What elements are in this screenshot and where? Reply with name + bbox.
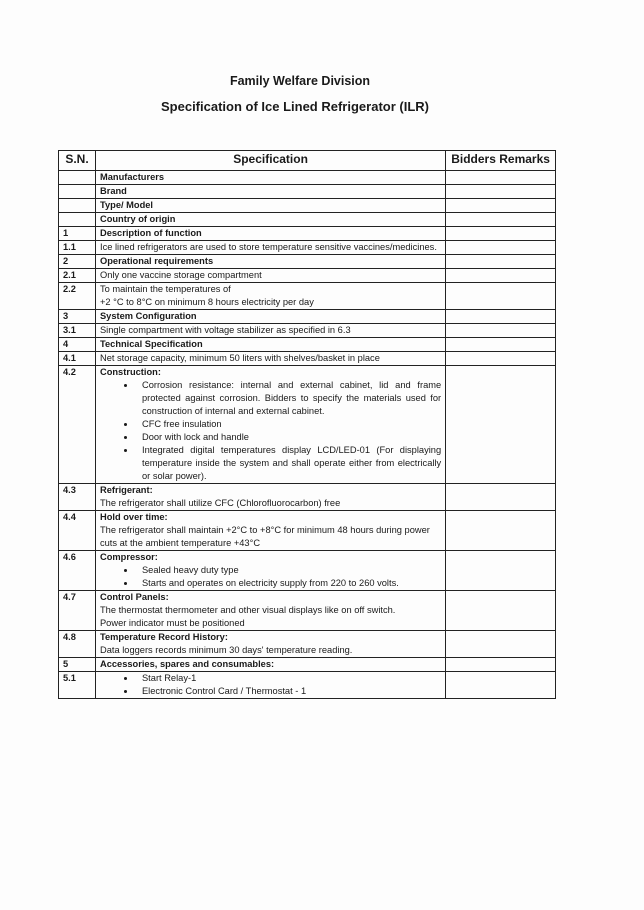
- table-row: [59, 213, 556, 227]
- bidders-remarks-cell[interactable]: [446, 672, 556, 699]
- bidders-remarks-cell[interactable]: [446, 658, 556, 672]
- bidders-remarks-cell[interactable]: [446, 283, 556, 310]
- spec-bullet-item: • Starts and operates on electricity supply from 220 to 260 volts.: [136, 577, 441, 590]
- spec-heading: Construction:: [99, 367, 161, 377]
- specification-table: [58, 150, 556, 699]
- bidders-remarks-cell[interactable]: [446, 338, 556, 352]
- specification-cell: [95, 199, 445, 213]
- spec-bullet-item: • CFC free insulation: [136, 418, 441, 431]
- specification-cell: [95, 591, 445, 631]
- spec-heading: Brand: [99, 186, 127, 196]
- spec-heading: Hold over time:: [99, 512, 168, 522]
- spec-text: The refrigerator shall maintain +2°C to +8°C for minimum 48 hours during power cuts at the ambient temperature +43°C: [99, 525, 430, 548]
- table-row: [59, 352, 556, 366]
- serial-number-cell: 3: [59, 310, 96, 324]
- bidders-remarks-cell[interactable]: [446, 185, 556, 199]
- serial-number-cell: [59, 171, 96, 185]
- spec-heading: Temperature Record History:: [99, 632, 228, 642]
- spec-bullet-item: • Sealed heavy duty type: [136, 564, 441, 577]
- spec-heading: Refrigerant:: [99, 485, 153, 495]
- spec-text: The refrigerator shall utilize CFC (Chlorofluorocarbon) free: [99, 498, 341, 508]
- specification-cell: [95, 551, 445, 591]
- specification-cell: [95, 241, 445, 255]
- spec-text: Only one vaccine storage compartment: [99, 270, 262, 280]
- bidders-remarks-cell[interactable]: [446, 631, 556, 658]
- serial-number-cell: 1: [59, 227, 96, 241]
- bidders-remarks-cell[interactable]: [446, 241, 556, 255]
- spec-bullet-item: • Door with lock and handle: [136, 431, 441, 444]
- bidders-remarks-cell[interactable]: [446, 213, 556, 227]
- serial-number-cell: 4.2: [59, 366, 96, 484]
- table-row: [59, 672, 556, 699]
- serial-number-cell: 2.1: [59, 269, 96, 283]
- spec-heading: Manufacturers: [99, 172, 165, 182]
- table-row: [59, 324, 556, 338]
- table-row: [59, 199, 556, 213]
- spec-text: Net storage capacity, minimum 50 liters with shelves/basket in place: [99, 353, 380, 363]
- bidders-remarks-cell[interactable]: [446, 366, 556, 484]
- table-row: [59, 241, 556, 255]
- spec-heading: Compressor:: [99, 552, 158, 562]
- serial-number-cell: 5.1: [59, 672, 96, 699]
- bidders-remarks-cell[interactable]: [446, 551, 556, 591]
- table-body: [59, 171, 556, 699]
- spec-line: To maintain the temperatures of: [99, 284, 231, 294]
- specification-cell: [95, 310, 445, 324]
- spec-heading: Description of function: [99, 228, 202, 238]
- serial-number-cell: 2: [59, 255, 96, 269]
- spec-bullet-item: • Electronic Control Card / Thermostat - 1: [136, 685, 441, 698]
- bidders-remarks-cell[interactable]: [446, 591, 556, 631]
- specification-cell: [95, 658, 445, 672]
- specification-cell: [95, 255, 445, 269]
- table-row: [59, 591, 556, 631]
- spec-heading: Type/ Model: [99, 200, 154, 210]
- specification-cell: [95, 631, 445, 658]
- bidders-remarks-cell[interactable]: [446, 324, 556, 338]
- bidders-remarks-cell[interactable]: [446, 484, 556, 511]
- table-row: [59, 658, 556, 672]
- bidders-remarks-cell[interactable]: [446, 352, 556, 366]
- spec-text: Data loggers records minimum 30 days' temperature reading.: [99, 645, 353, 655]
- table-row: [59, 310, 556, 324]
- serial-number-cell: 2.2: [59, 283, 96, 310]
- table-row: [59, 551, 556, 591]
- specification-cell: [95, 171, 445, 185]
- spec-text: Ice lined refrigerators are used to store temperature sensitive vaccines/medicines.: [99, 242, 437, 252]
- column-header-sn: S.N.: [59, 151, 96, 171]
- spec-heading: Operational requirements: [99, 256, 214, 266]
- table-row: [59, 631, 556, 658]
- spec-line: +2 °C to 8°C on minimum 8 hours electricity per day: [99, 297, 314, 307]
- column-header-specification: Specification: [95, 151, 445, 171]
- spec-bullet-item: • Integrated digital temperatures display LCD/LED-01 (For displaying temperature inside the system and shall operate either from electrically or solar power).: [136, 444, 441, 483]
- specification-cell: [95, 269, 445, 283]
- specification-cell: [95, 366, 445, 484]
- table-row: [59, 338, 556, 352]
- serial-number-cell: [59, 185, 96, 199]
- serial-number-cell: 3.1: [59, 324, 96, 338]
- serial-number-cell: [59, 199, 96, 213]
- specification-cell: [95, 283, 445, 310]
- spec-heading: Country of origin: [99, 214, 176, 224]
- specification-cell: [95, 352, 445, 366]
- spec-bullet-item: • Start Relay-1: [136, 672, 441, 685]
- spec-text: Single compartment with voltage stabilizer as specified in 6.3: [99, 325, 351, 335]
- spec-heading: System Configuration: [99, 311, 197, 321]
- bidders-remarks-cell[interactable]: [446, 310, 556, 324]
- bidders-remarks-cell[interactable]: [446, 199, 556, 213]
- table-row: [59, 185, 556, 199]
- specification-cell: [95, 213, 445, 227]
- spec-heading: Accessories, spares and consumables:: [99, 659, 275, 669]
- spec-line: Power indicator must be positioned: [99, 618, 245, 628]
- serial-number-cell: 4.4: [59, 511, 96, 551]
- table-row: [59, 255, 556, 269]
- table-row: [59, 171, 556, 185]
- document-title: Specification of Ice Lined Refrigerator (ILR): [161, 99, 429, 114]
- serial-number-cell: 1.1: [59, 241, 96, 255]
- spec-bullet-list: [100, 564, 441, 590]
- specification-cell: [95, 511, 445, 551]
- table-row: [59, 511, 556, 551]
- specification-cell: [95, 338, 445, 352]
- spec-heading: Control Panels:: [99, 592, 169, 602]
- serial-number-cell: 4.8: [59, 631, 96, 658]
- spec-bullet-item: • Corrosion resistance: internal and external cabinet, lid and frame protected against corrosion. Bidders to specify the materials used for construction of internal and external cabinet.: [136, 379, 441, 418]
- specification-cell: [95, 324, 445, 338]
- division-title: Family Welfare Division: [229, 74, 371, 88]
- specification-cell: [95, 484, 445, 511]
- specification-cell: [95, 227, 445, 241]
- serial-number-cell: 4.3: [59, 484, 96, 511]
- spec-bullet-list: [100, 379, 441, 483]
- serial-number-cell: 4.6: [59, 551, 96, 591]
- serial-number-cell: 4.7: [59, 591, 96, 631]
- serial-number-cell: 4.1: [59, 352, 96, 366]
- table-header-row: [59, 151, 556, 171]
- spec-bullet-list: [100, 672, 441, 698]
- table-row: [59, 227, 556, 241]
- bidders-remarks-cell[interactable]: [446, 227, 556, 241]
- serial-number-cell: 5: [59, 658, 96, 672]
- serial-number-cell: 4: [59, 338, 96, 352]
- spec-line: The thermostat thermometer and other visual displays like on off switch.: [99, 605, 396, 615]
- specification-cell: [95, 185, 445, 199]
- bidders-remarks-cell[interactable]: [446, 511, 556, 551]
- bidders-remarks-cell[interactable]: [446, 269, 556, 283]
- spec-heading: Technical Specification: [99, 339, 203, 349]
- table-row: [59, 269, 556, 283]
- table-row: [59, 283, 556, 310]
- specification-cell: [95, 672, 445, 699]
- column-header-remarks: Bidders Remarks: [446, 151, 556, 171]
- bidders-remarks-cell[interactable]: [446, 171, 556, 185]
- table-row: [59, 484, 556, 511]
- serial-number-cell: [59, 213, 96, 227]
- table-row: [59, 366, 556, 484]
- bidders-remarks-cell[interactable]: [446, 255, 556, 269]
